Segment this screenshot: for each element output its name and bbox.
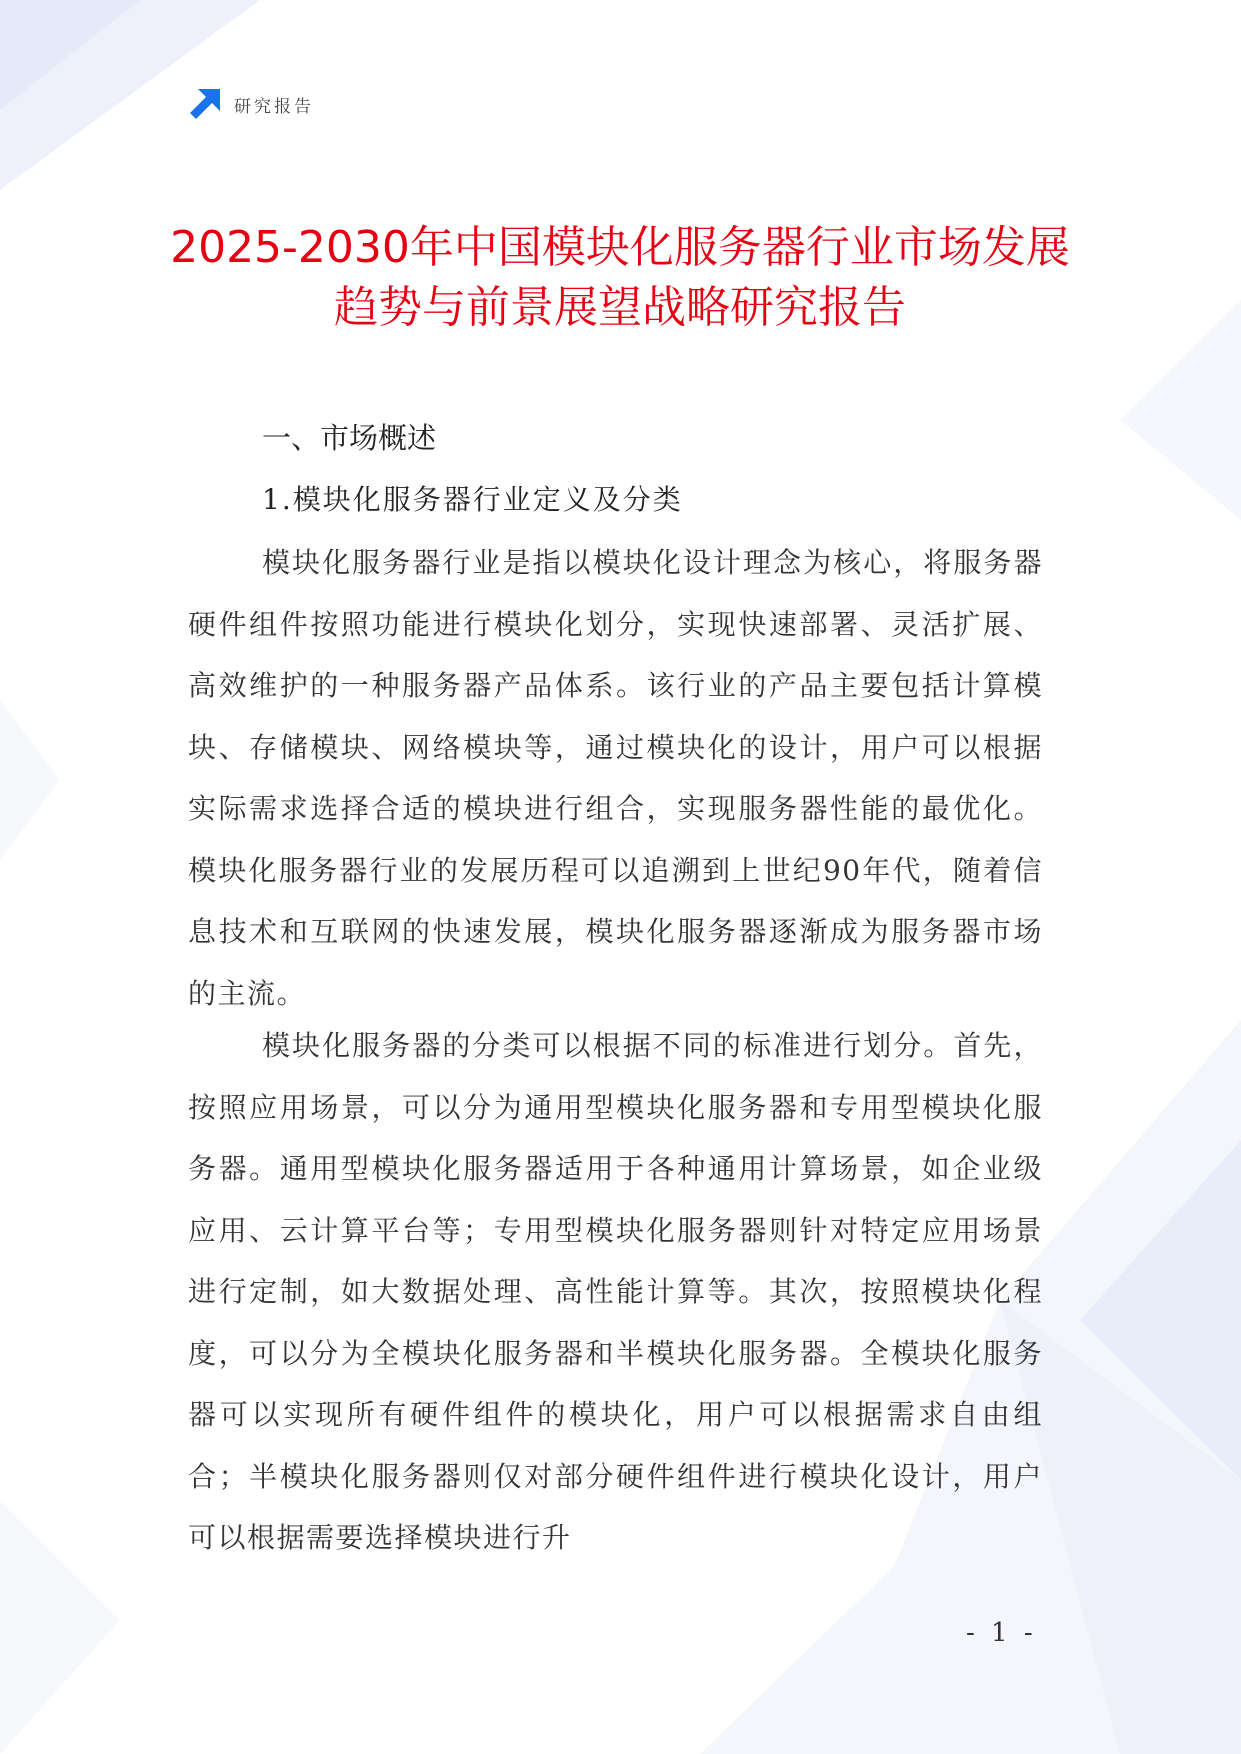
document-title: 2025-2030年中国模块化服务器行业市场发展趋势与前景展望战略研究报告 <box>170 222 1070 333</box>
page-number: - 1 - <box>966 1618 1037 1648</box>
body-paragraph: 模块化服务器的分类可以根据不同的标准进行划分。首先，按照应用场景，可以分为通用型模块化服务器和专用型模块化服务器。通用型模块化服务器适用于各种通用计算场景，如企业级应用、云计算平台等；专用型模块化服务器则针对特定应用场景进行定制，如大数据处理、高性能计算等。其次，按照模块化程度，可以分为全模块化服务器和半模块化服务器。全模块化服务器可以实现所有硬件组件的模块化，用户可以根据需求自由组合；半模块化服务器则仅对部分硬件组件进行模块化设计，用户可以根据需要选择模块进行升 <box>188 1029 1043 1554</box>
subsection-heading: 1.模块化服务器行业定义及分类 <box>262 483 683 516</box>
section-heading: 一、市场概述 <box>262 421 437 455</box>
arrow-up-right-logo-icon <box>188 87 222 121</box>
body-paragraph: 模块化服务器行业是指以模块化设计理念为核心，将服务器硬件组件按照功能进行模块化划分，实现快速部署、灵活扩展、高效维护的一种服务器产品体系。该行业的产品主要包括计算模块、存储模块、网络模块等，通过模块化的设计，用户可以根据实际需求选择合适的模块进行组合，实现服务器性能的最优化。模块化服务器行业的发展历程可以追溯到上世纪90年代，随着信息技术和互联网的快速发展，模块化服务器逐渐成为服务器市场的主流。 <box>188 546 1043 1010</box>
report-header <box>188 86 314 122</box>
header-label: 研究报告 <box>234 96 314 117</box>
